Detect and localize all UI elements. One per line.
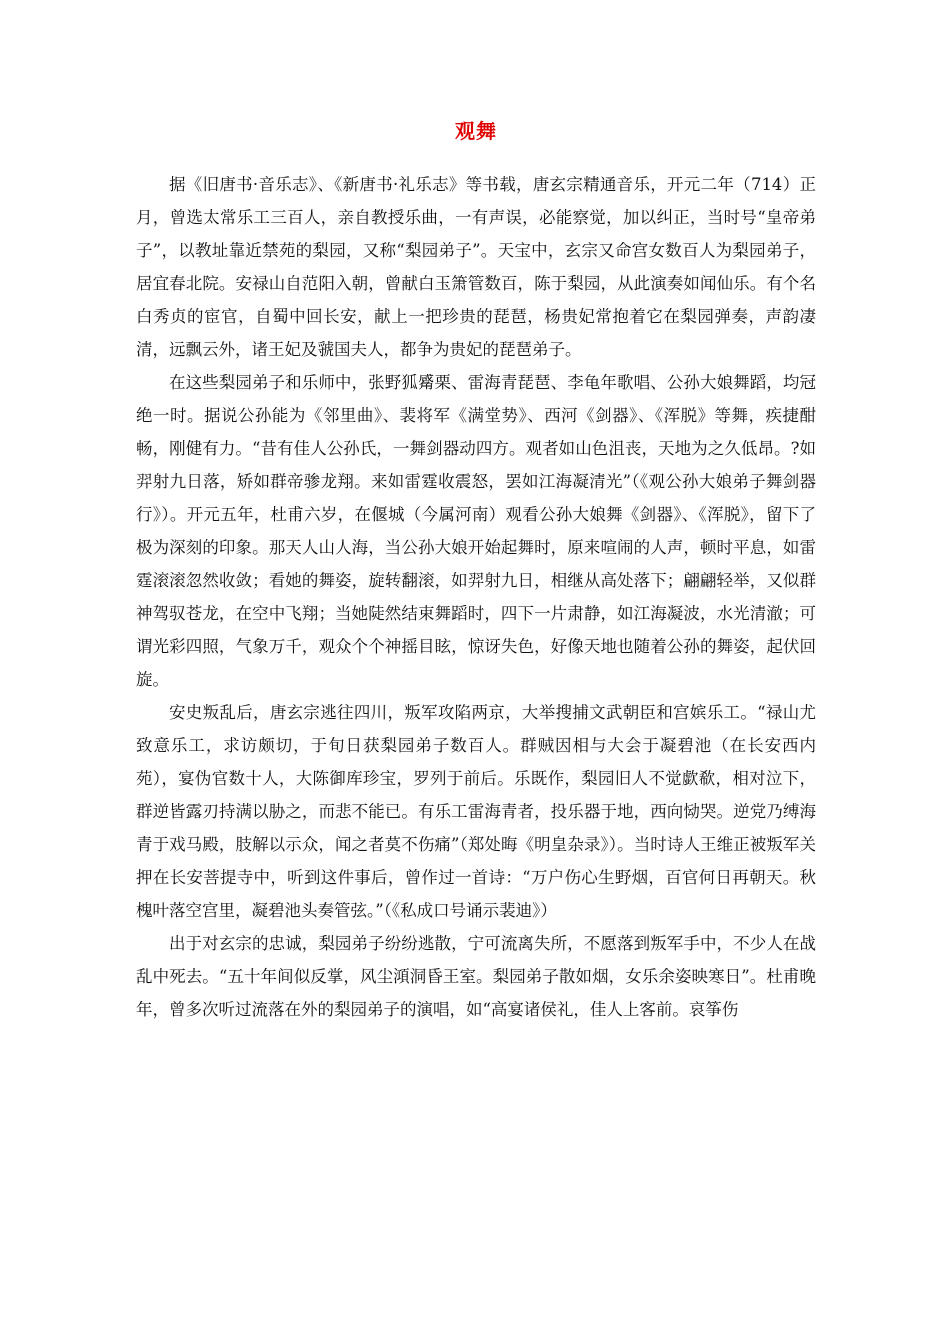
paragraph-4: 出于对玄宗的忠诚，梨园弟子纷纷逃散，宁可流离失所，不愿落到叛军手中，不少人在战乱中死去。“五十年间似反掌，风尘澒洞昏王室。梨园弟子散如烟，女乐余姿映寒日”。杜甫晚年，曾多次听过流落在外的梨园弟子的演唱，如“高宴诸侯礼，佳人上客前。哀筝伤 <box>136 934 816 1019</box>
paragraph-1: 据《旧唐书·音乐志》、《新唐书·礼乐志》等书载，唐玄宗精通音乐，开元二年（714）正月，曾选太常乐工三百人，亲自教授乐曲，一有声误，必能察觉，加以纠正，当时号“皇帝弟子”，以教址靠近禁苑的梨园，又称“梨园弟子”。天宝中，玄宗又命宫女数百人为梨园弟子，居宜春北院。安禄山自范阳入朝，曾献白玉箫管数百，陈于梨园，从此演奏如闻仙乐。有个名白秀贞的宦官，自蜀中回长安，献上一把珍贵的琵琶，杨贵妃常抱着它在梨园弹奏，声韵凄清，远飘云外，诸王妃及虢国夫人，都争为贵妃的琵琶弟子。 <box>136 175 816 359</box>
paragraph-3: 安史叛乱后，唐玄宗逃往四川，叛军攻陷两京，大举搜捕文武朝臣和宫嫔乐工。“禄山尤致意乐工，求访颇切，于旬日获梨园弟子数百人。群贼因相与大会于凝碧池（在长安西内苑），宴伪官数十人，大陈御库珍宝，罗列于前后。乐既作，梨园旧人不觉歔欷，相对泣下，群逆皆露刃持满以胁之，而悲不能已。有乐工雷海青者，投乐器于地，西向恸哭。逆党乃缚海青于戏马殿，肢解以示众，闻之者莫不伤痛”（郑处晦《明皇杂录》）。当时诗人王维正被叛军关押在长安菩提寺中，听到这件事后，曾作过一首诗：“万户伤心生野烟，百官何日再朝天。秋槐叶落空宫里，凝碧池头奏管弦。”（《私成口号诵示裴迪》） <box>136 703 816 920</box>
document-page <box>136 118 816 1026</box>
document-title: 观舞 <box>455 119 497 143</box>
paragraph-2: 在这些梨园弟子和乐师中，张野狐觱栗、雷海青琵琶、李龟年歌唱、公孙大娘舞蹈，均冠绝一时。据说公孙能为《邻里曲》、裴将军《满堂势》、西河《剑器》、《浑脱》等舞，疾捷酣畅，刚健有力。“昔有佳人公孙氏，一舞剑器动四方。观者如山色沮丧，天地为之久低昂。?如羿射九日落，矫如群帝骖龙翔。来如雷霆收震怒，罢如江海凝清光”（《观公孙大娘弟子舞剑器行》）。开元五年，杜甫六岁，在偃城（今属河南）观看公孙大娘舞《剑器》、《浑脱》，留下了极为深刻的印象。那天人山人海，当公孙大娘开始起舞时，原来喧闹的人声，顿时平息，如雷霆滚滚忽然收敛；看她的舞姿，旋转翻滚，如羿射九日，相继从高处落下；翩翩轻举，又似群神驾驭苍龙，在空中飞翔；当她陡然结束舞蹈时，四下一片肃静，如江海凝波，水光清澈；可谓光彩四照，气象万千，观众个个神摇目眩，惊讶失色，好像天地也随着公孙的舞姿，起伏回旋。 <box>136 373 816 689</box>
